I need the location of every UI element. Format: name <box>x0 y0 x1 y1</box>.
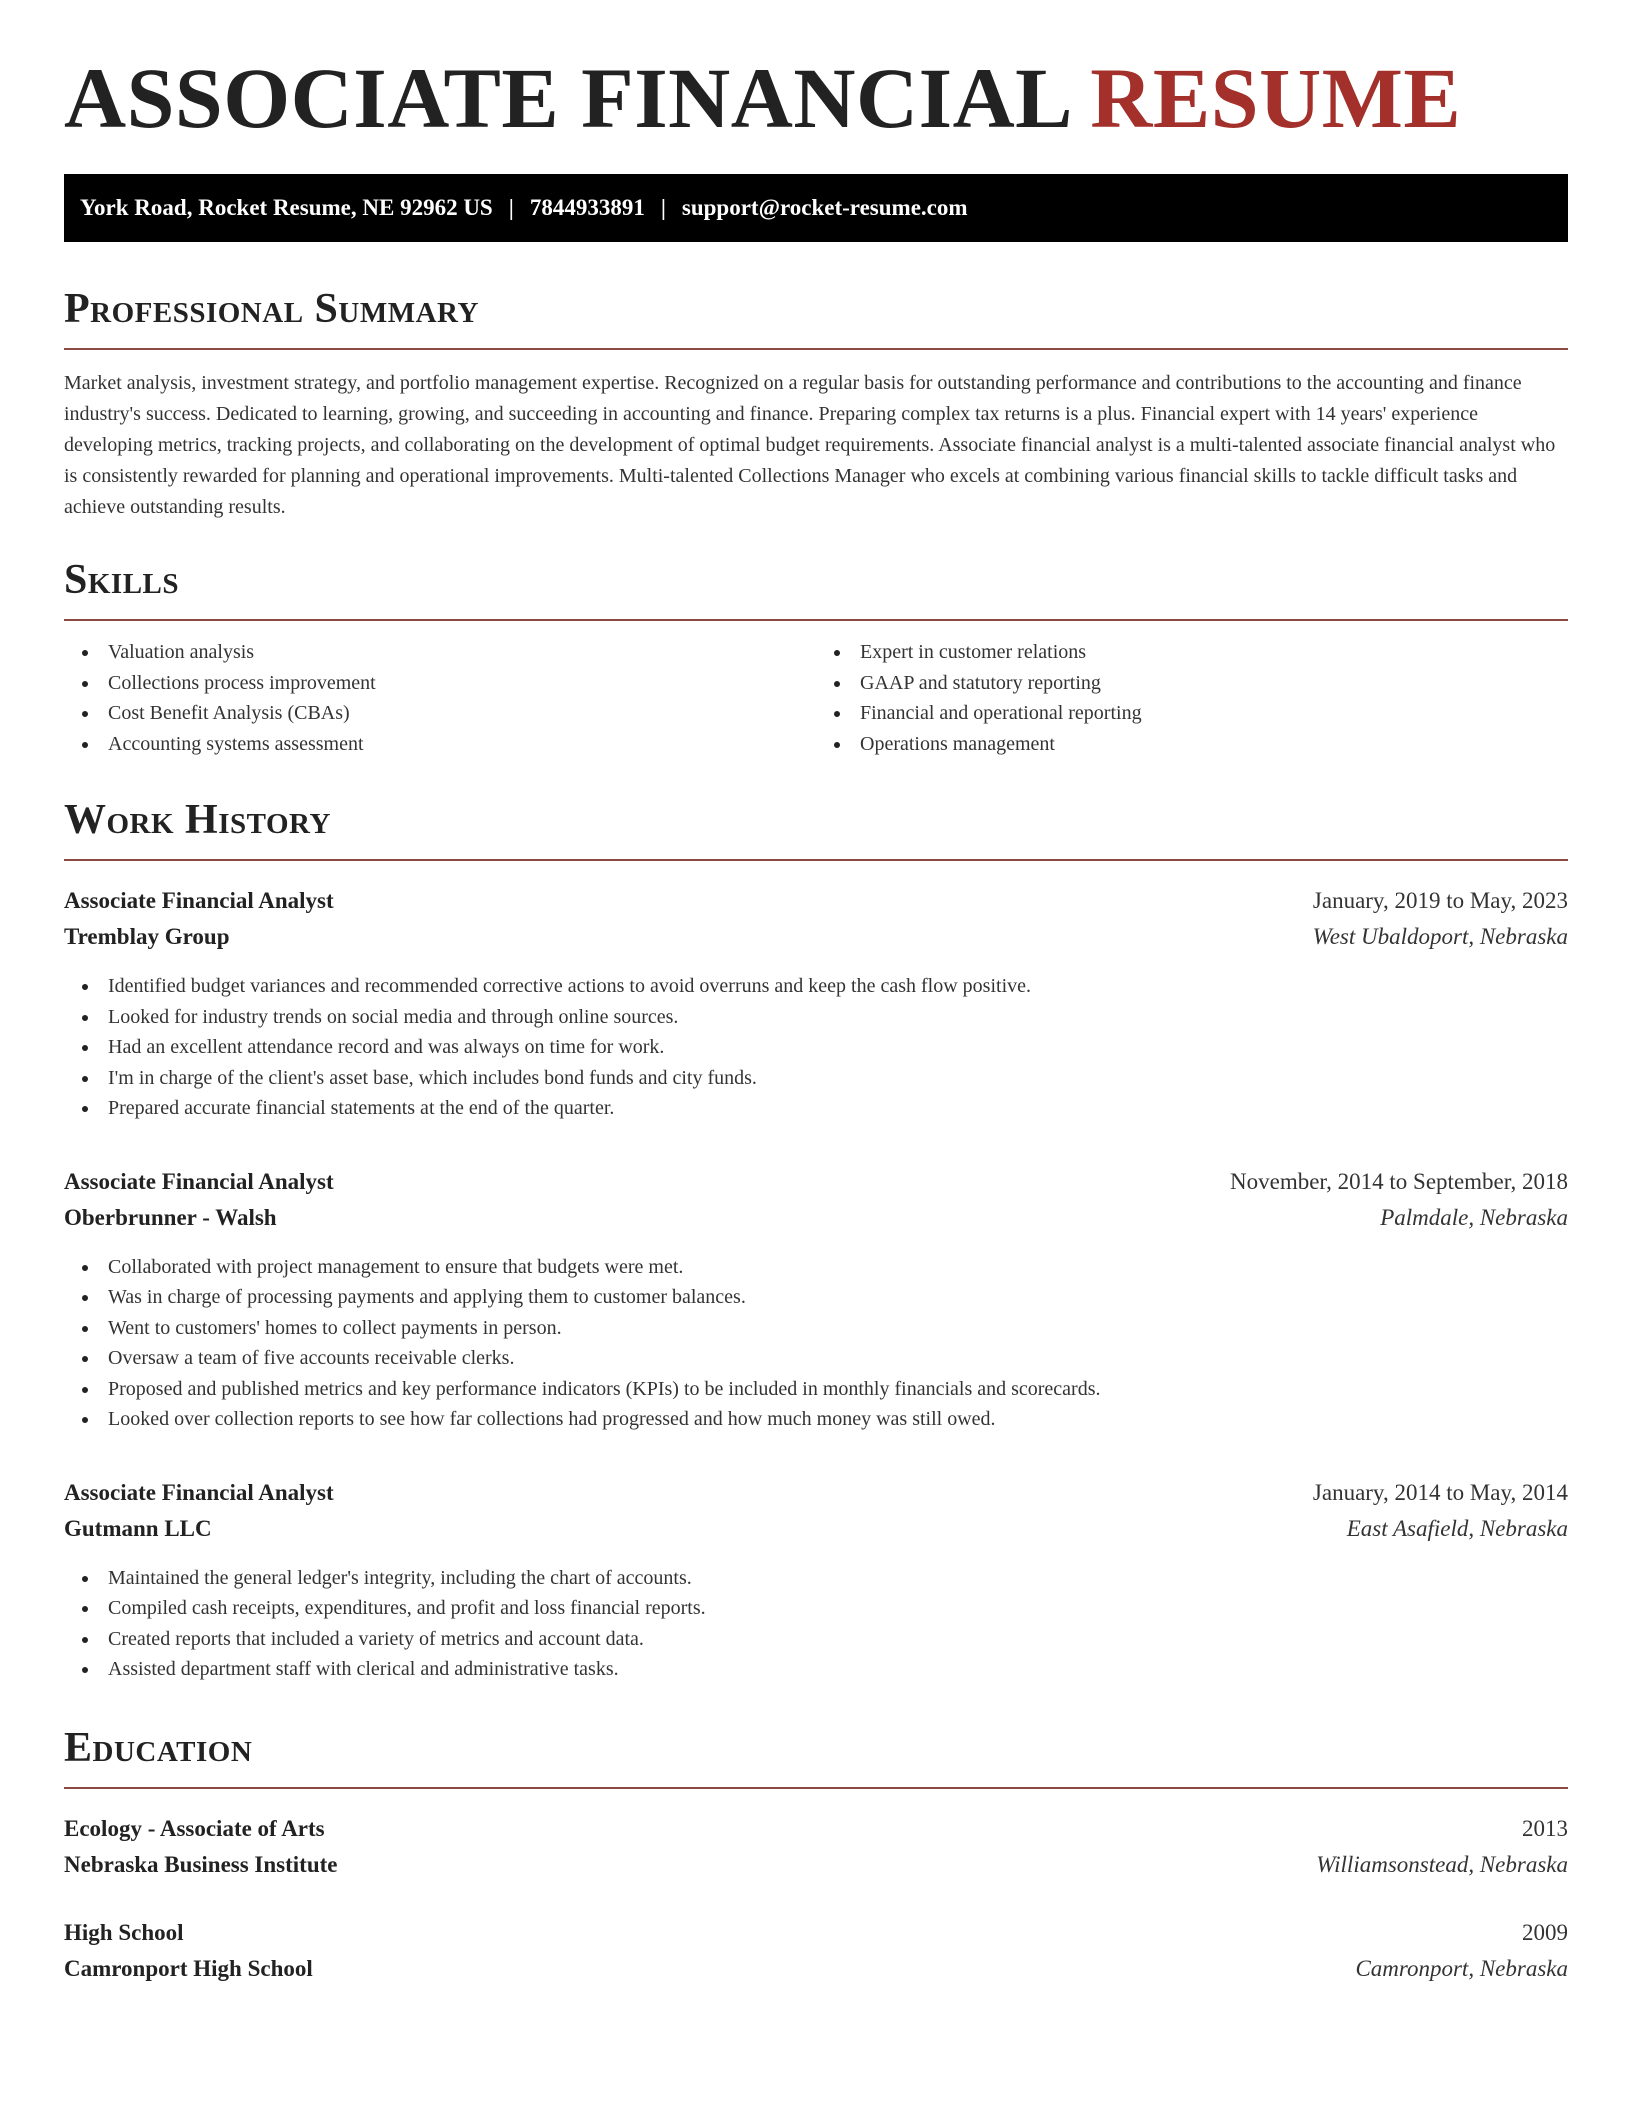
skills-column-right <box>816 637 1568 759</box>
contact-separator: | <box>660 195 666 220</box>
job-entry <box>64 883 1568 1124</box>
education-section <box>64 1724 1568 1987</box>
job-company: Tremblay Group <box>64 924 230 949</box>
resume-title <box>64 50 1568 146</box>
skills-section <box>64 559 1568 759</box>
job-location: West Ubaldoport, Nebraska <box>1312 924 1568 949</box>
job-bullets <box>64 1563 1568 1685</box>
job-dates: January, 2019 to May, 2023 <box>1312 888 1568 913</box>
job-bullets <box>64 1252 1568 1435</box>
job-bullet: Looked over collection reports to see how far collections had progressed and how much money was still owed. <box>64 1404 1568 1435</box>
job-bullet: I'm in charge of the client's asset base, which includes bond funds and city funds. <box>64 1063 1568 1094</box>
contact-email: support@rocket-resume.com <box>681 195 968 220</box>
section-divider <box>64 348 1568 350</box>
job-bullet: Compiled cash receipts, expenditures, and profit and loss financial reports. <box>64 1593 1568 1624</box>
job-bullet: Was in charge of processing payments and applying them to customer balances. <box>64 1282 1568 1313</box>
job-bullet: Prepared accurate financial statements at the end of the quarter. <box>64 1093 1568 1124</box>
skill-item: GAAP and statutory reporting <box>816 668 1568 699</box>
section-divider <box>64 859 1568 861</box>
contact-bar <box>64 174 1568 242</box>
job-bullet: Looked for industry trends on social media and through online sources. <box>64 1002 1568 1033</box>
education-degree: Ecology - Associate of Arts <box>64 1815 325 1841</box>
skill-item: Accounting systems assessment <box>64 729 816 760</box>
summary-heading: Professional Summary <box>64 286 479 332</box>
job-dates: November, 2014 to September, 2018 <box>1230 1168 1568 1194</box>
job-bullet: Maintained the general ledger's integrity, including the chart of accounts. <box>64 1563 1568 1594</box>
job-title: Associate Financial Analyst <box>64 888 334 913</box>
summary-text: Market analysis, investment strategy, and portfolio management expertise. Recognized on a regular basis for outstanding performance and contributions to the accounting and finance industry's success. Dedicated to learning, growing, and succeeding in accounting and finance. Preparing complex tax returns is a plus. Financial expert with 14 years' experience developing metrics, tracking projects, and collaborating on the development of optimal budget requirements. Associate financial analyst is a multi-talented associate financial analyst who is consistently rewarded for planning and operational improvements. Multi-talented Collections Manager who excels at combining various financial skills to tackle difficult tasks and achieve outstanding results. <box>64 372 1556 518</box>
skills-column-left <box>64 637 816 759</box>
job-dates: January, 2014 to May, 2014 <box>1312 1479 1568 1505</box>
work-history-heading: Work History <box>64 797 331 843</box>
contact-separator: | <box>508 195 514 220</box>
education-year: 2009 <box>1522 1919 1568 1945</box>
skill-item: Financial and operational reporting <box>816 698 1568 729</box>
job-bullet: Collaborated with project management to ensure that budgets were met. <box>64 1252 1568 1283</box>
skill-item: Operations management <box>816 729 1568 760</box>
job-title: Associate Financial Analyst <box>64 1168 334 1194</box>
education-degree: High School <box>64 1919 184 1945</box>
job-company: Oberbrunner - Walsh <box>64 1204 277 1230</box>
skills-grid <box>64 637 1568 759</box>
contact-address: York Road, Rocket Resume, NE 92962 US <box>80 195 493 220</box>
education-heading: Education <box>64 1724 253 1771</box>
job-company: Gutmann LLC <box>64 1515 212 1541</box>
job-bullets <box>64 971 1568 1124</box>
work-history-section <box>64 799 1568 1685</box>
education-location: Williamsonstead, Nebraska <box>1316 1851 1568 1877</box>
job-bullet: Had an excellent attendance record and was always on time for work. <box>64 1032 1568 1063</box>
skill-item: Expert in customer relations <box>816 637 1568 668</box>
job-location: Palmdale, Nebraska <box>1380 1204 1568 1230</box>
summary-section <box>64 288 1568 523</box>
education-school: Nebraska Business Institute <box>64 1851 338 1877</box>
skill-item: Cost Benefit Analysis (CBAs) <box>64 698 816 729</box>
job-bullet: Oversaw a team of five accounts receivable clerks. <box>64 1343 1568 1374</box>
job-bullet: Assisted department staff with clerical and administrative tasks. <box>64 1654 1568 1685</box>
job-bullet: Went to customers' homes to collect payments in person. <box>64 1313 1568 1344</box>
contact-phone: 7844933891 <box>529 195 645 220</box>
section-divider <box>64 619 1568 621</box>
job-entry <box>64 1475 1568 1685</box>
job-bullet: Proposed and published metrics and key performance indicators (KPIs) to be included in monthly financials and scorecards. <box>64 1374 1568 1405</box>
section-divider <box>64 1787 1568 1789</box>
skill-item: Valuation analysis <box>64 637 816 668</box>
title-accent: RESUME <box>1090 50 1462 146</box>
education-entry <box>64 1811 1568 1883</box>
education-school: Camronport High School <box>64 1955 313 1981</box>
job-bullet: Identified budget variances and recommended corrective actions to avoid overruns and keep the cash flow positive. <box>64 971 1568 1002</box>
job-title: Associate Financial Analyst <box>64 1479 334 1505</box>
job-bullet: Created reports that included a variety of metrics and account data. <box>64 1624 1568 1655</box>
education-entry <box>64 1915 1568 1987</box>
education-year: 2013 <box>1522 1815 1568 1841</box>
skills-heading: Skills <box>64 557 180 603</box>
job-location: East Asafield, Nebraska <box>1346 1515 1568 1541</box>
job-entry <box>64 1164 1568 1435</box>
skill-item: Collections process improvement <box>64 668 816 699</box>
title-main: ASSOCIATE FINANCIAL <box>64 50 1069 146</box>
education-location: Camronport, Nebraska <box>1355 1955 1568 1981</box>
